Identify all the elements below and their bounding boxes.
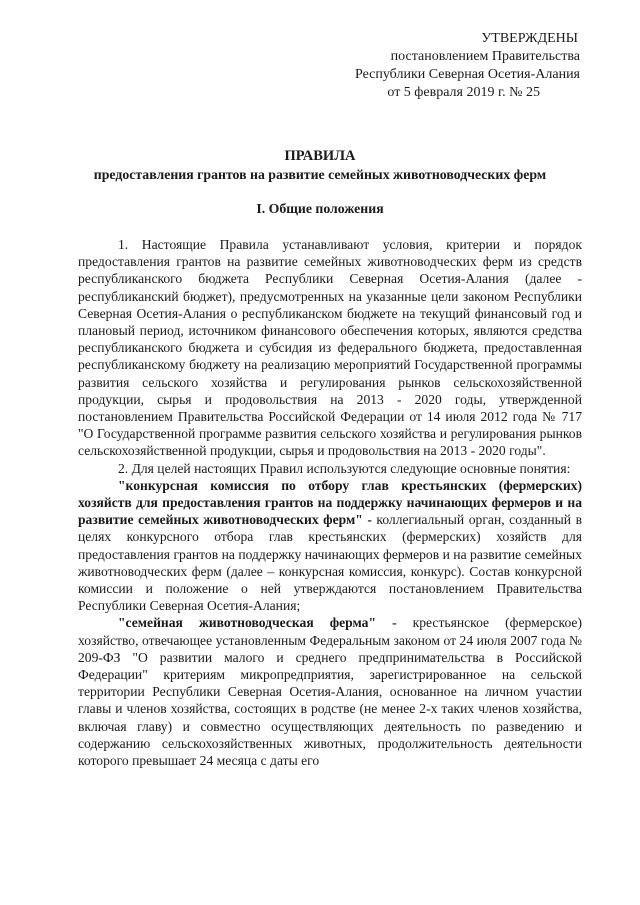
term-commission: "конкурсная комиссия по отбору глав крестьянских (фермерских) хозяйств для предоставления грантов на поддержку начинающих фермеров и на развитие семейных животноводческих ферм" - xyxy=(78,477,582,528)
section-heading: I. Общие положения xyxy=(256,201,384,216)
document-subtitle: предоставления грантов на развитие семейных животноводческих ферм xyxy=(93,167,547,182)
approval-line-3: Республики Северная Осетия-Алания xyxy=(355,67,580,82)
definition-commission: коллегиальный орган, созданный в целях конкурсного отбора глав крестьянских (фермерских) хозяйств для предоставления грантов на поддержку начинающих фермеров и на развитие семейных животноводческих ферм (далее – конкурсная комиссия, конкурс). Состав конкурсной комиссии и положение о ней утверждаются постановлением Правительства Республики Северная Осетия-Алания; xyxy=(78,512,582,614)
approval-stamp xyxy=(280,30,580,102)
paragraph-4 xyxy=(78,614,582,769)
document-title: ПРАВИЛА xyxy=(284,148,356,164)
document-body xyxy=(78,236,582,769)
definition-family-farm: крестьянское (фермерское) хозяйство, отвечающее установленным Федеральным законом от 24 июля 2007 года № 209-ФЗ "О развитии малого и среднего предпринимательства в Российской Федерации" критериям микропредприятия, зарегистрированное на сельской территории Республики Северная Осетия-Алания, основанное на личном участии главы и членов хозяйства, состоящих в родстве (не менее 2-х таких членов хозяйства, включая главу) и совместно осуществляющих деятельность по разведению и содержанию сельскохозяйственных животных, продолжительность деятельности которого превышает 24 месяца с даты его xyxy=(78,615,582,769)
paragraph-1: 1. Настоящие Правила устанавливают условия, критерии и порядок предоставления грантов на развитие семейных животноводческих ферм из средств республиканского бюджета Республики Северная Осетия-Алания (далее - республиканский бюджет), предусмотренных на указанные цели законом Республики Северная Осетия-Алания о республиканском бюджете на текущий финансовый год и плановый период, источником финансового обеспечения которых, являются средства республиканского бюджета и субсидия из федерального бюджета, предоставленная республиканскому бюджету на реализацию мероприятий Государственной программы развития сельского хозяйства и регулирования рынков сельскохозяйственной продукции, сырья и продовольствия на 2013 - 2020 годы, утвержденной постановлением Правительства Российской Федерации от 14 июля 2012 года № 717 "О Государственной программе развития сельского хозяйства и регулирования рынков сельскохозяйственной продукции, сырья и продовольствия на 2013 - 2020 годы". xyxy=(78,237,582,459)
term-family-farm: "семейная животноводческая ферма" - xyxy=(118,615,397,631)
paragraph-3 xyxy=(78,477,582,615)
approval-line-2: постановлением Правительства xyxy=(390,49,580,64)
approval-line-4: от 5 февраля 2019 г. № 25 xyxy=(387,85,540,100)
approval-line-1: УТВЕРЖДЕНЫ xyxy=(481,31,578,46)
paragraph-2: 2. Для целей настоящих Правил используются следующие основные понятия: xyxy=(118,460,571,476)
